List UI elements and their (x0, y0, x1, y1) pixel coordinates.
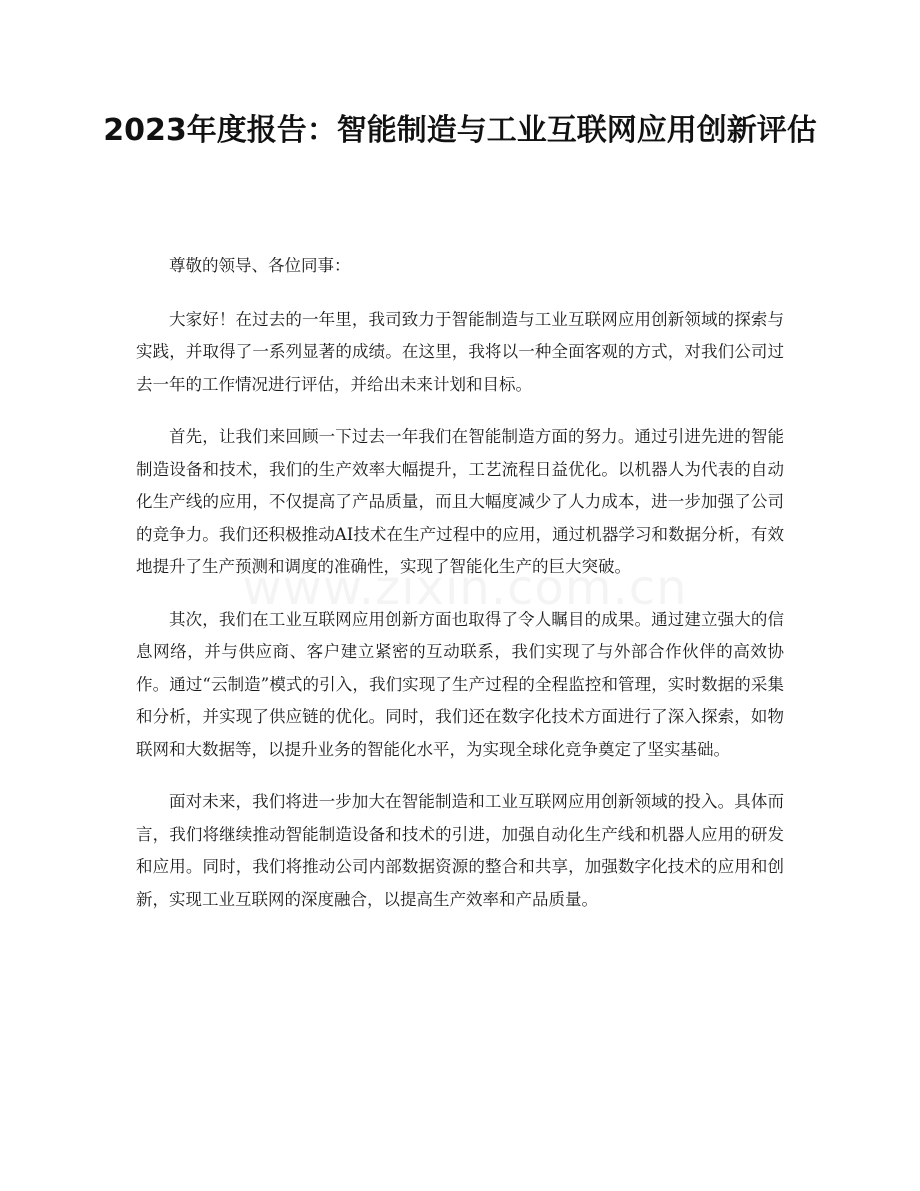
paragraph-industrial-internet: 其次，我们在工业互联网应用创新方面也取得了令人瞩目的成果。通过建立强大的信息网络，并与供应商、客户建立紧密的互动联系，我们实现了与外部合作伙伴的高效协作。通过“云制造”模式的引入，我们实现了生产过程的全程监控和管理，实时数据的采集和分析，并实现了供应链的优化。同时，我们还在数字化技术方面进行了深入探索，如物联网和大数据等，以提升业务的智能化水平，为实现全球化竞争奠定了坚实基础。 (136, 609, 784, 759)
paragraph-future: 面对未来，我们将进一步加大在智能制造和工业互联网应用创新领域的投入。具体而言，我们将继续推动智能制造设备和技术的引进，加强自动化生产线和机器人应用的研发和应用。同时，我们将推动公司内部数据资源的整合和共享，加强数字化技术的应用和创新，实现工业互联网的深度融合，以提高生产效率和产品质量。 (136, 792, 784, 909)
document-body (136, 250, 784, 936)
paragraph-manufacturing: 首先，让我们来回顾一下过去一年我们在智能制造方面的努力。通过引进先进的智能制造设备和技术，我们的生产效率大幅提升，工艺流程日益优化。以机器人为代表的自动化生产线的应用，不仅提高了产品质量，而且大幅度减少了人力成本，进一步加强了公司的竞争力。我们还积极推动AI技术在生产过程中的应用，通过机器学习和数据分析，有效地提升了生产预测和调度的准确性，实现了智能化生产的巨大突破。 (136, 427, 784, 576)
paragraph-intro: 大家好！在过去的一年里，我司致力于智能制造与工业互联网应用创新领域的探索与实践，并取得了一系列显著的成绩。在这里，我将以一种全面客观的方式，对我们公司过去一年的工作情况进行评估，并给出未来计划和目标。 (136, 309, 784, 394)
salutation: 尊敬的领导、各位同事： (169, 256, 351, 275)
page-title: 2023年度报告：智能制造与工业互联网应用创新评估 (103, 113, 817, 148)
